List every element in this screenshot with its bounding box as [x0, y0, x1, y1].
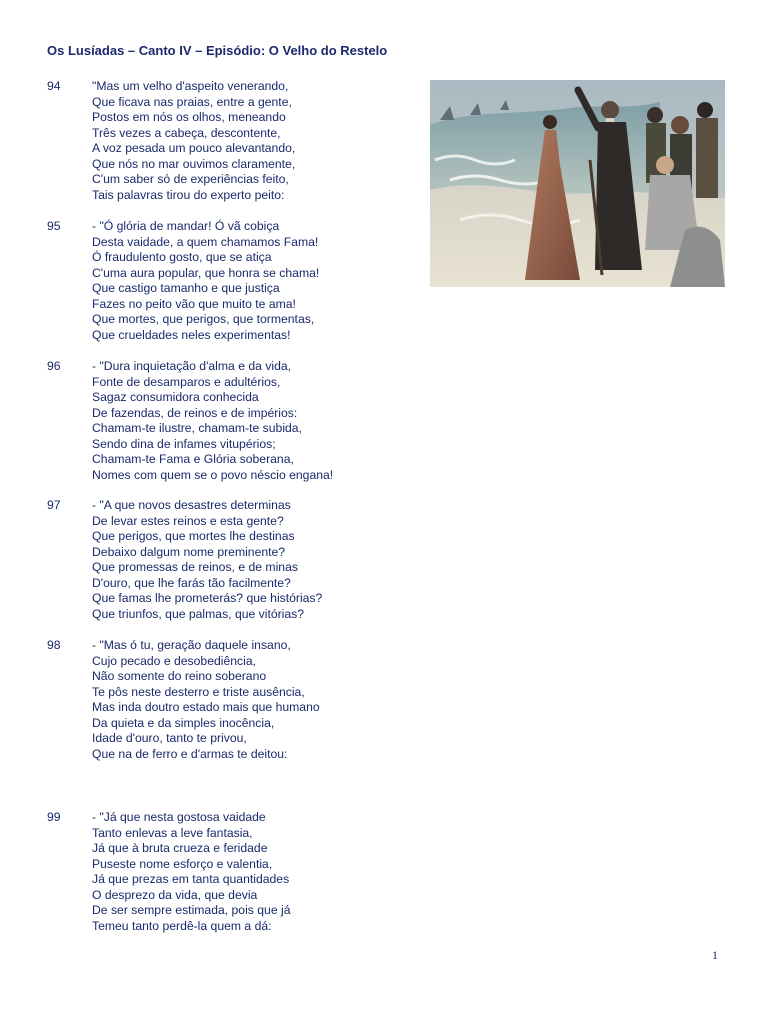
verse-line: Da quieta e da simples inocência,	[92, 715, 275, 730]
verse-line: Que ficava nas praias, entre a gente,	[92, 94, 292, 109]
verse-line: Ó fraudulento gosto, que se atiça	[92, 250, 272, 264]
verse-line: Já que à bruta crueza e feridade	[92, 841, 268, 855]
verse-line: O desprezo da vida, que devia	[92, 887, 258, 902]
verse-line: Fonte de desamparos e adultérios,	[92, 374, 281, 389]
painting-illustration	[430, 80, 725, 287]
verse-line: - "Já que nesta gostosa vaidade	[92, 810, 266, 824]
verse-line: - "Dura inquietação d'alma e da vida,	[92, 359, 292, 373]
verse-line: Que castigo tamanho e que justiça	[92, 281, 280, 295]
stanza-lines	[92, 359, 333, 483]
stanza-lines	[92, 498, 322, 622]
verse-line: Mas inda doutro estado mais que humano	[92, 700, 320, 714]
page-number: 1	[712, 948, 718, 962]
verse-line: Chamam-te Fama e Glória soberana,	[92, 452, 294, 466]
verse-line: - "Mas ó tu, geração daquele insano,	[92, 638, 291, 652]
verse-line: Que perigos, que mortes lhe destinas	[92, 529, 295, 543]
verse-line: Três vezes a cabeça, descontente,	[92, 125, 281, 140]
verse-line: Sendo dina de infames vitupérios;	[92, 436, 276, 451]
verse-line: De fazendas, de reinos e de impérios:	[92, 405, 298, 420]
verse-line: Postos em nós os olhos, meneando	[92, 110, 286, 124]
verse-line: Desta vaidade, a quem chamamos Fama!	[92, 234, 319, 249]
verse-line: De levar estes reinos e esta gente?	[92, 513, 284, 528]
verse-line: Puseste nome esforço e valentia,	[92, 856, 273, 871]
verse-line: D'ouro, que lhe farás tão facilmente?	[92, 575, 291, 590]
verse-line: - "A que novos desastres determinas	[92, 498, 291, 512]
verse-line: Chamam-te ilustre, chamam-te subida,	[92, 421, 302, 435]
verse-line: "Mas um velho d'aspeito venerando,	[92, 79, 289, 93]
stanza-number: 98	[47, 638, 61, 652]
verse-line: C'um saber só de experiências feito,	[92, 172, 289, 186]
verse-line: Que mortes, que perigos, que tormentas,	[92, 312, 315, 326]
verse-line: Cujo pecado e desobediência,	[92, 653, 256, 668]
page-title: Os Lusíadas – Canto IV – Episódio: O Velho do Restelo	[47, 43, 388, 58]
stanza-lines	[92, 638, 320, 762]
stanza-number: 94	[47, 79, 61, 93]
verse-line: Nomes com quem se o povo néscio engana!	[92, 467, 334, 482]
stanza-lines	[92, 219, 319, 343]
verse-line: Sagaz consumidora conhecida	[92, 390, 259, 404]
verse-line: De ser sempre estimada, pois que já	[92, 903, 291, 917]
painting-svg	[430, 80, 725, 287]
verse-line: C'uma aura popular, que honra se chama!	[92, 265, 320, 280]
verse-line: Idade d'ouro, tanto te privou,	[92, 731, 247, 745]
verse-line: Fazes no peito vão que muito te ama!	[92, 296, 296, 311]
verse-line: Temeu tanto perdê-la quem a dá:	[92, 918, 272, 933]
verse-line: Te pôs neste desterro e triste ausência,	[92, 684, 305, 699]
stanza-lines	[92, 79, 295, 203]
verse-line: Não somente do reino soberano	[92, 669, 267, 683]
stanza-lines	[92, 810, 290, 934]
verse-line: Já que prezas em tanta quantidades	[92, 872, 290, 886]
verse-line: Debaixo dalgum nome preminente?	[92, 544, 286, 559]
verse-line: A voz pesada um pouco alevantando,	[92, 141, 296, 155]
verse-line: Que triunfos, que palmas, que vitórias?	[92, 606, 305, 621]
verse-line: Que crueldades neles experimentas!	[92, 327, 291, 342]
stanza-number: 95	[47, 219, 61, 233]
stanza-number: 99	[47, 810, 61, 824]
verse-line: - "Ó glória de mandar! Ó vã cobiça	[92, 219, 280, 233]
verse-line: Tanto enlevas a leve fantasia,	[92, 825, 253, 840]
verse-line: Que nós no mar ouvimos claramente,	[92, 156, 296, 171]
stanza-number: 97	[47, 498, 61, 512]
stanza-number: 96	[47, 359, 61, 373]
verse-line: Que promessas de reinos, e de minas	[92, 560, 298, 574]
verse-line: Tais palavras tirou do experto peito:	[92, 187, 285, 202]
verse-line: Que famas lhe prometerás? que histórias?	[92, 591, 323, 605]
verse-line: Que na de ferro e d'armas te deitou:	[92, 746, 288, 761]
